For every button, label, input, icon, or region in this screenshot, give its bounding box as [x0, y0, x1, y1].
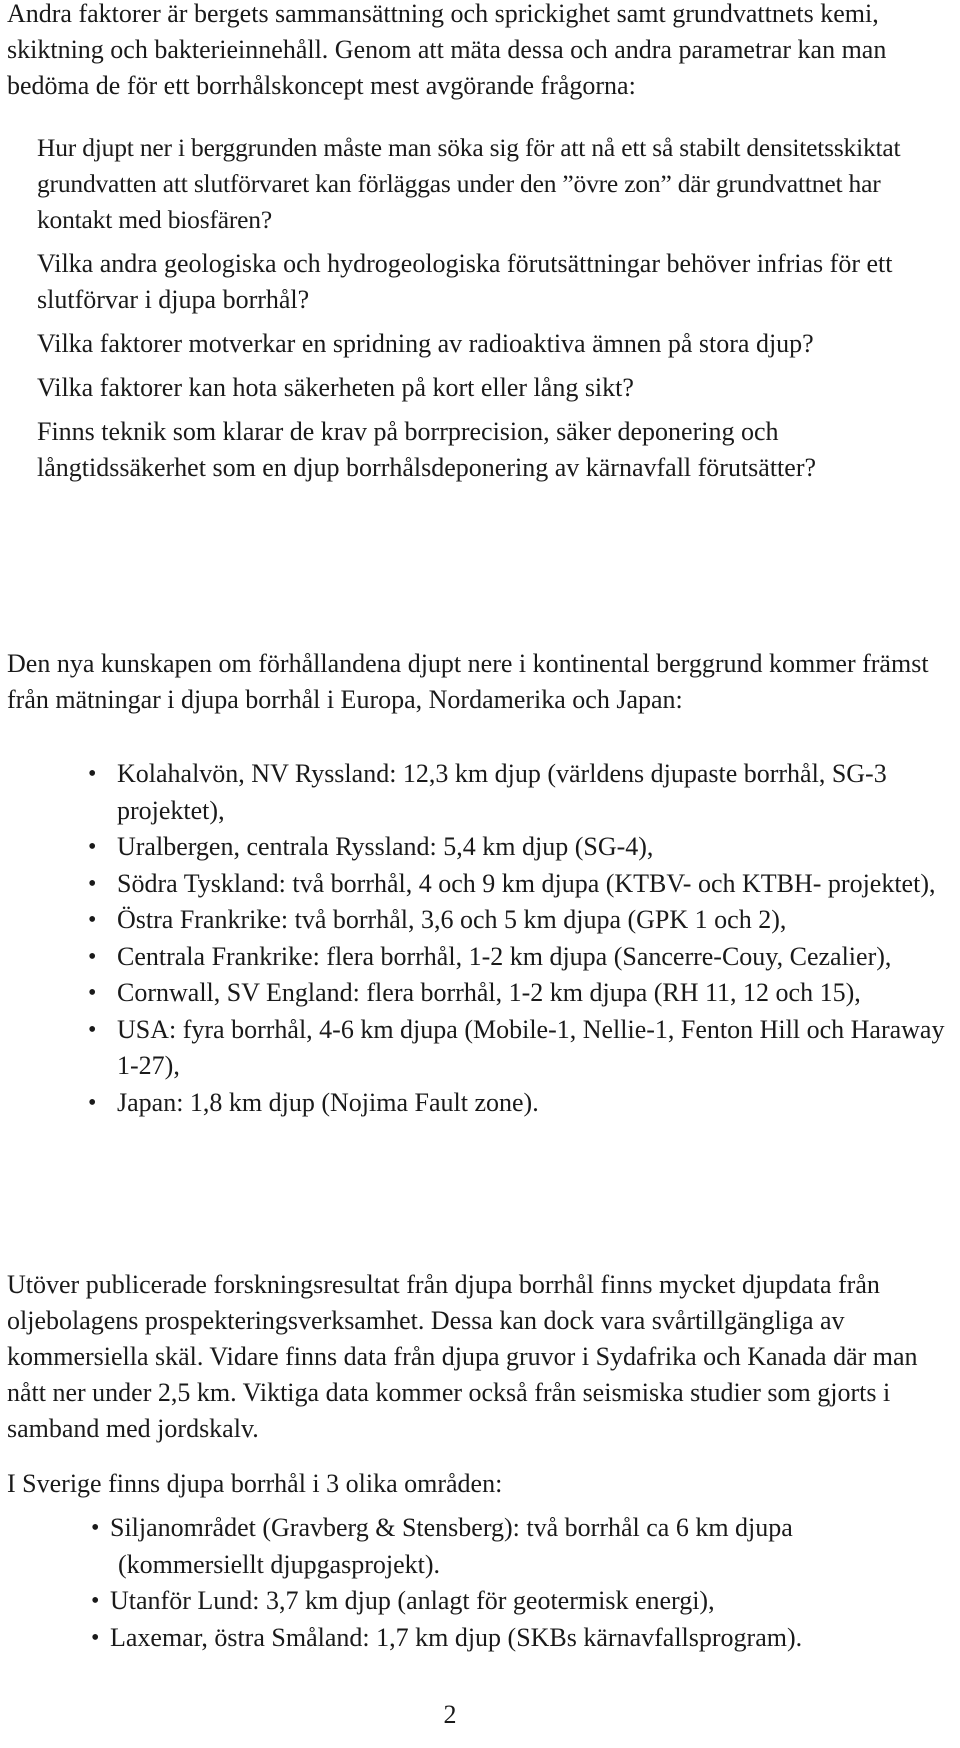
question-5: Finns teknik som klarar de krav på borrprecision, säker deponering och långtidssäkerhet som en djup borrhålsdeponering av kärnavfall förutsätter? — [37, 417, 817, 482]
list-item — [0, 1620, 955, 1657]
list-item-text: Siljanområdet (Gravberg & Stensberg): två borrhål ca 6 km djupa — [110, 1513, 793, 1542]
question-1: Hur djupt ner i berggrunden måste man söka sig för att nå ett så stabilt densitetsskiktat grundvatten att slutförvaret kan förläggas under den ”övre zon” där grundvattnet har kontakt med biosfären? — [37, 133, 901, 234]
additional-paragraph: Utöver publicerade forskningsresultat från djupa borrhål finns mycket djupdata från oljebolagens prospekteringsverksamhet. Dessa kan dock vara svårtillgängliga av kommersiella skäl. Vidare finns data från djupa gruvor i Sydafrika och Kanada där man nått ner under 2,5 km. Viktiga data kommer också från seismiska studier som gjorts i samband med jordskalv. — [7, 1270, 918, 1443]
list-item-continuation: (kommersiellt djupgasprojekt). — [118, 1549, 441, 1579]
list-item: • Södra Tyskland: två borrhål, 4 och 9 km djupa (KTBV- och KTBH- projektet), — [0, 866, 957, 903]
list-item: • Centrala Frankrike: flera borrhål, 1-2 km djupa (Sancerre-Couy, Cezalier), — [0, 939, 957, 976]
sweden-intro: I Sverige finns djupa borrhål i 3 olika områden: — [7, 1469, 503, 1498]
question-2: Vilka andra geologiska och hydrogeologiska förutsättningar behöver infrias för ett slutförvar i djupa borrhål? — [37, 249, 893, 314]
list-item-text: Utanför Lund: 3,7 km djup (anlagt för geotermisk energi), — [110, 1586, 715, 1615]
list-item-text: Laxemar, östra Småland: 1,7 km djup (SKBs kärnavfallsprogram). — [110, 1622, 803, 1652]
list-item: • Kolahalvön, NV Ryssland: 12,3 km djup (världens djupaste borrhål, SG-3 projektet), — [0, 756, 957, 829]
list-item — [0, 1583, 955, 1620]
borehole-list — [0, 756, 957, 1121]
list-item: • USA: fyra borrhål, 4-6 km djupa (Mobile-1, Nellie-1, Fenton Hill och Haraway 1-27), — [0, 1012, 957, 1085]
list-item: • Japan: 1,8 km djup (Nojima Fault zone). — [0, 1085, 957, 1122]
list-item: • Östra Frankrike: två borrhål, 3,6 och 5 km djupa (GPK 1 och 2), — [0, 902, 957, 939]
knowledge-paragraph: Den nya kunskapen om förhållandena djupt nere i kontinental berggrund kommer främst från mätningar i djupa borrhål i Europa, Nordamerika och Japan: — [7, 649, 929, 714]
list-item — [0, 1510, 955, 1583]
question-list — [0, 130, 952, 486]
intro-paragraph: Andra faktorer är bergets sammansättning och sprickighet samt grundvattnets kemi, skiktning och bakterieinnehåll. Genom att mäta dessa och andra parametrar kan man bedöma de för ett borrhålskoncept mest avgörande frågorna: — [7, 0, 887, 100]
sweden-list — [0, 1510, 955, 1656]
question-3: Vilka faktorer motverkar en spridning av radioaktiva ämnen på stora djup? — [37, 329, 814, 358]
page-number: 2 — [443, 1700, 457, 1729]
list-item: • Uralbergen, centrala Ryssland: 5,4 km djup (SG-4), — [0, 829, 957, 866]
list-item: • Cornwall, SV England: flera borrhål, 1-2 km djupa (RH 11, 12 och 15), — [0, 975, 957, 1012]
question-4: Vilka faktorer kan hota säkerheten på kort eller lång sikt? — [37, 373, 634, 402]
